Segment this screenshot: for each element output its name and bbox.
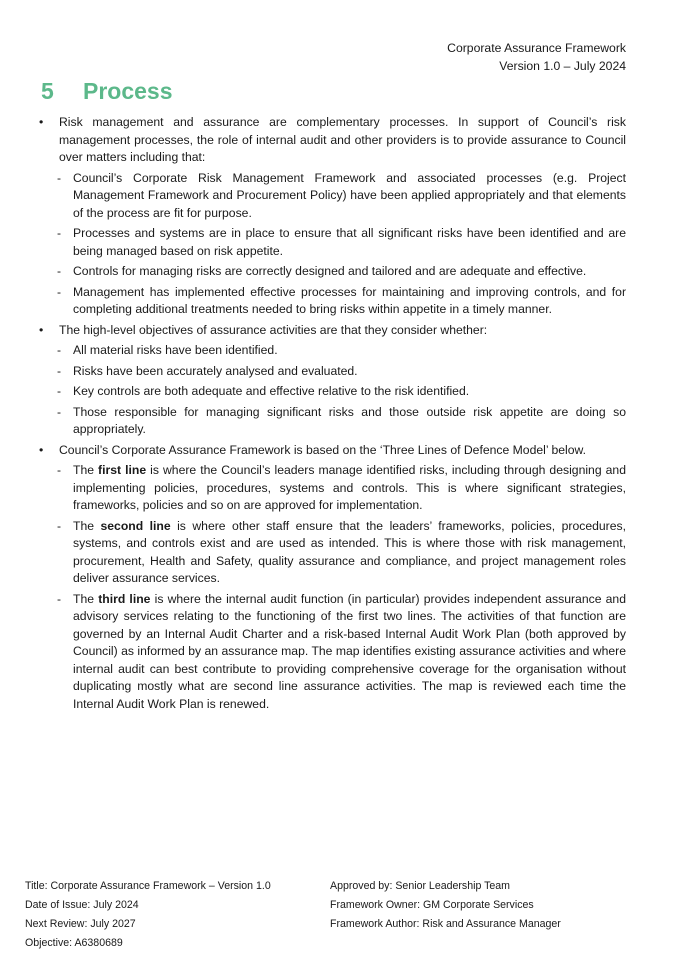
text-post: is where the Council’s leaders manage identified risks, including through designing and implementing policies, procedures, systems and controls. This is where significant strategies, frameworks, policies and so on are approved for implementation. bbox=[73, 463, 626, 512]
dash-text: Processes and systems are in place to ensure that all significant risks have been identified and are being managed based on risk appetite. bbox=[73, 226, 626, 258]
text-pre: The bbox=[73, 463, 99, 477]
bold-term: third line bbox=[98, 591, 151, 606]
dash-marker: - bbox=[57, 404, 62, 419]
footer-issue-date: Date of Issue: July 2024 bbox=[25, 899, 139, 911]
dash-text: Risks have been accurately analysed and evaluated. bbox=[73, 363, 358, 378]
text-post: is where other staff ensure that the leaders’ frameworks, policies, procedures, systems, and controls exist and are used as intended. This is where those with risk management, procurement, Health and Safety, quality assurance and compliance, and project management roles deliver assurance services. bbox=[73, 518, 626, 585]
section-number: 5 bbox=[41, 78, 54, 104]
dash-text: Key controls are both adequate and effective relative to the risk identified. bbox=[73, 384, 470, 398]
dash-marker: - bbox=[57, 226, 62, 240]
dash-text: All material risks have been identified. bbox=[73, 343, 278, 357]
dash-item-third-line bbox=[37, 591, 626, 714]
dash-marker: - bbox=[57, 170, 62, 185]
text-pre: The bbox=[73, 591, 99, 606]
footer-title: Title: Corporate Assurance Framework – Version 1.0 bbox=[25, 880, 271, 892]
dash-text: Controls for managing risks are correctly designed and tailored and are adequate and effective. bbox=[73, 264, 587, 278]
footer-next-review: Next Review: July 2027 bbox=[25, 918, 136, 930]
dash-text bbox=[73, 462, 626, 515]
dash-marker: - bbox=[57, 264, 62, 278]
dash-marker: - bbox=[57, 518, 62, 533]
footer-owner: Framework Owner: GM Corporate Services bbox=[330, 899, 534, 911]
footer-objective: Objective: A6380689 bbox=[25, 937, 123, 949]
header-doc-title: Corporate Assurance Framework bbox=[447, 41, 626, 55]
bullet-text: The high-level objectives of assurance activities are that they consider whether: bbox=[59, 322, 488, 337]
bold-term: second line bbox=[100, 518, 171, 533]
footer-left bbox=[25, 877, 271, 953]
dash-item bbox=[37, 383, 626, 401]
bold-term: first line bbox=[98, 463, 147, 477]
dash-text: Council’s Corporate Risk Management Framework and associated processes (e.g. Project Management Framework and Procurement Policy) have been applied appropriately and that elements of the process are fit for purpose. bbox=[73, 170, 626, 220]
dash-item-second-line bbox=[37, 518, 626, 588]
dash-item bbox=[37, 225, 626, 260]
dash-marker: - bbox=[57, 591, 62, 606]
page-header bbox=[447, 40, 626, 75]
footer-approved-by: Approved by: Senior Leadership Team bbox=[330, 880, 511, 892]
section-heading bbox=[41, 78, 173, 105]
bullet-item bbox=[37, 322, 626, 340]
section-title: Process bbox=[83, 78, 173, 104]
dash-marker: - bbox=[57, 284, 62, 299]
dash-item bbox=[37, 342, 626, 360]
dash-text bbox=[73, 591, 626, 714]
dash-text bbox=[73, 518, 626, 588]
dash-item bbox=[37, 363, 626, 381]
dash-marker: - bbox=[57, 384, 62, 398]
text-post: is where the internal audit function (in particular) provides independent assurance and advisory services relating to the functioning of the first two lines. The activities of that function are governed by an Internal Audit Charter and a risk-based Internal Audit Work Plan (both approved by Council) as informed by an assurance map. The map identifies existing assurance activities and where internal audit can best contribute to providing comprehensive coverage for the organisation without duplicating mostly what are second line assurance activities. The map is reviewed each time the Internal Audit Work Plan is renewed. bbox=[73, 591, 626, 711]
dash-marker: - bbox=[57, 363, 62, 378]
bullet-item bbox=[37, 442, 626, 460]
dash-item-first-line bbox=[37, 462, 626, 515]
bullet-text: Risk management and assurance are complementary processes. In support of Council’s risk management processes, the role of internal audit and other providers is to provide assurance to Council over matters including that: bbox=[59, 115, 626, 164]
bullet-marker: • bbox=[39, 322, 44, 337]
dash-marker: - bbox=[57, 343, 62, 357]
dash-text: Management has implemented effective processes for maintaining and improving controls, and for completing additional treatments needed to bring risks within appetite in a timely manner. bbox=[73, 284, 626, 316]
dash-item bbox=[37, 170, 626, 223]
bullet-marker: • bbox=[39, 115, 44, 129]
text-pre: The bbox=[73, 518, 101, 533]
header-version: Version 1.0 – July 2024 bbox=[499, 58, 626, 73]
bullet-marker: • bbox=[39, 442, 44, 457]
dash-item bbox=[37, 404, 626, 439]
dash-marker: - bbox=[57, 463, 62, 477]
dash-item bbox=[37, 263, 626, 281]
footer-author: Framework Author: Risk and Assurance Manager bbox=[330, 918, 561, 930]
bullet-item bbox=[37, 114, 626, 167]
dash-item bbox=[37, 284, 626, 319]
dash-text: Those responsible for managing significant risks and those outside risk appetite are doing so appropriately. bbox=[73, 404, 626, 436]
bullet-text: Council’s Corporate Assurance Framework is based on the ‘Three Lines of Defence Model’ below. bbox=[59, 442, 587, 457]
footer-right bbox=[330, 877, 561, 934]
content bbox=[37, 114, 626, 716]
